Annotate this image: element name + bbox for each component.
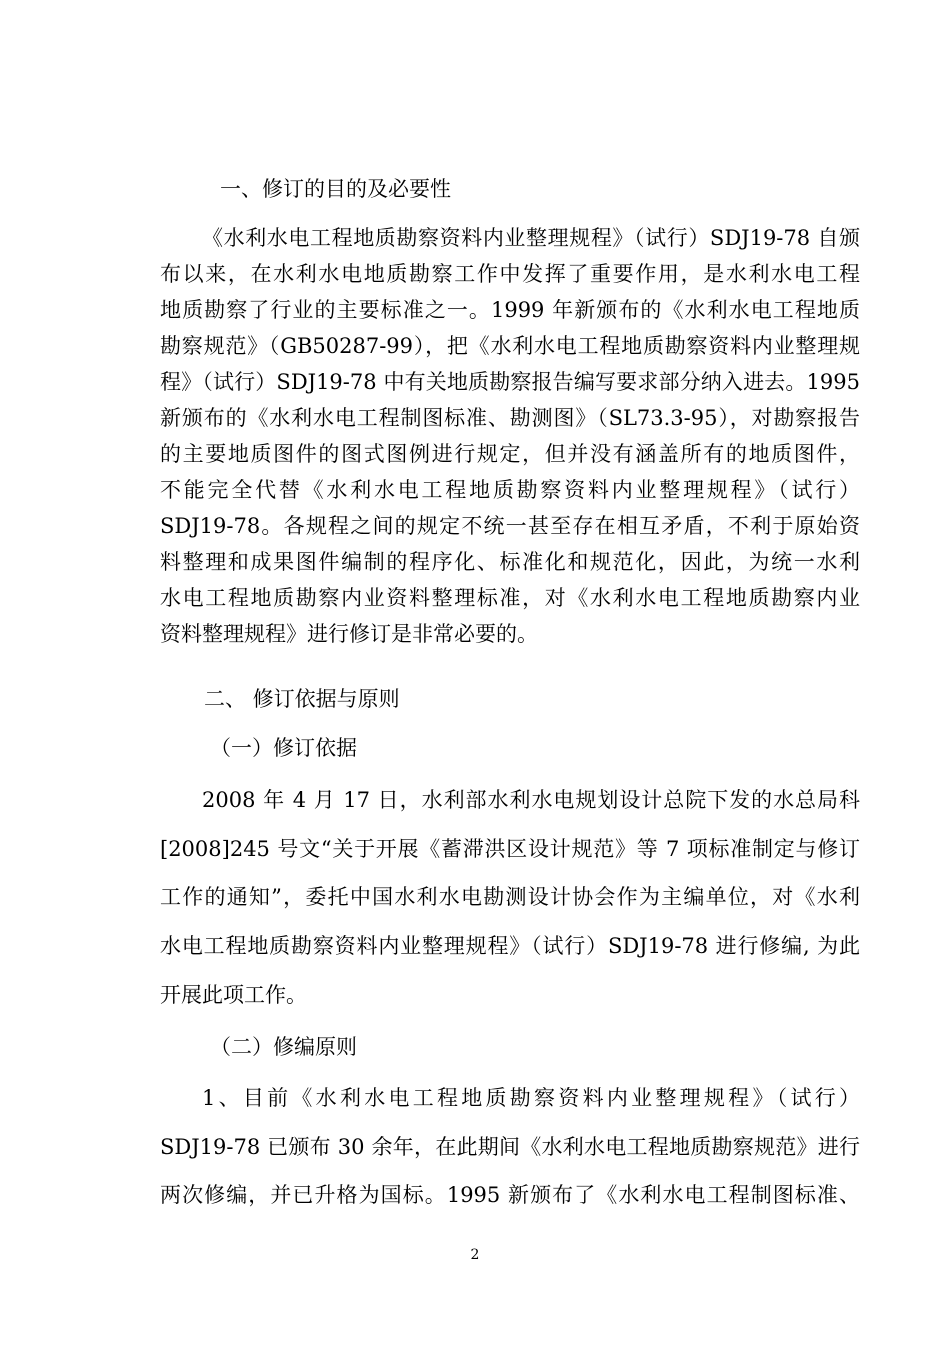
paragraph-line: 2008 年 4 月 17 日，水利部水利水电规划设计总院下发的水总局科 (202, 788, 860, 812)
paragraph-line: 地质勘察了行业的主要标准之一。1999 年新颁布的《水利水电工程地质 (160, 298, 860, 322)
paragraph-line: 《水利水电工程地质勘察资料内业整理规程》（试行）SDJ19-78 自颁 (202, 226, 860, 250)
paragraph-line: 工作的通知”，委托中国水利水电勘测设计协会作为主编单位，对《水利 (160, 885, 860, 909)
paragraph-line: 水电工程地质勘察内业资料整理标准，对《水利水电工程地质勘察内业 (160, 586, 860, 610)
paragraph-line: 不能完全代替《水利水电工程地质勘察资料内业整理规程》（试行） (160, 478, 860, 502)
paragraph-line: 两次修编，并已升格为国标。1995 新颁布了《水利水电工程制图标准、 (160, 1183, 860, 1207)
paragraph-line: 料整理和成果图件编制的程序化、标准化和规范化，因此，为统一水利 (160, 550, 860, 574)
paragraph-line: 程》（试行）SDJ19-78 中有关地质勘察报告编写要求部分纳入进去。1995 (160, 370, 860, 394)
paragraph-line: [2008]245 号文“关于开展《蓄滞洪区设计规范》等 7 项标准制定与修订 (160, 837, 860, 861)
paragraph-line: 新颁布的《水利水电工程制图标准、勘测图》（SL73.3-95），对勘察报告 (160, 406, 860, 430)
page-number: 2 (470, 1247, 480, 1263)
paragraph-line: SDJ19-78 已颁布 30 余年，在此期间《水利水电工程地质勘察规范》进行 (160, 1135, 860, 1159)
paragraph-line: 开展此项工作。 (160, 983, 307, 1007)
paragraph-line: 资料整理规程》进行修订是非常必要的。 (160, 622, 538, 646)
paragraph-line: 水电工程地质勘察资料内业整理规程》（试行）SDJ19-78 进行修编, 为此 (160, 934, 860, 958)
paragraph-line: 布以来，在水利水电地质勘察工作中发挥了重要作用，是水利水电工程 (160, 262, 860, 286)
section-1-heading: 一、修订的目的及必要性 (220, 177, 451, 201)
paragraph-line: 的主要地质图件的图式图例进行规定，但并没有涵盖所有的地质图件， (160, 442, 860, 466)
paragraph-line: 勘察规范》（GB50287-99），把《水利水电工程地质勘察资料内业整理规 (160, 334, 860, 358)
paragraph-line: SDJ19-78。各规程之间的规定不统一甚至存在相互矛盾，不利于原始资 (160, 514, 860, 538)
paragraph-line: 1、目前《水利水电工程地质勘察资料内业整理规程》（试行） (202, 1086, 860, 1110)
section-2-heading: 二、 修订依据与原则 (204, 687, 400, 711)
subsection-1-heading: （一）修订依据 (210, 736, 357, 760)
subsection-2-heading: （二）修编原则 (210, 1035, 357, 1059)
